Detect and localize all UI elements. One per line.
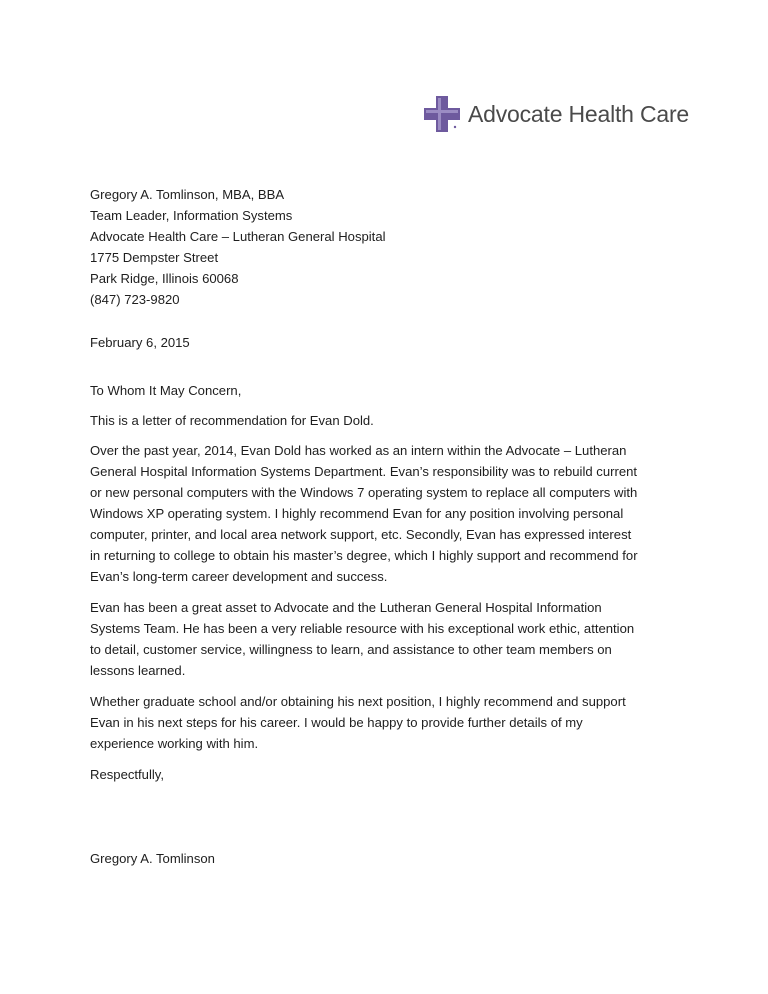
cross-icon [424, 96, 460, 132]
paragraph-line: lessons learned. [90, 663, 186, 678]
paragraph-1 [90, 440, 682, 587]
letter-date-block [90, 332, 682, 353]
paragraph-3 [90, 691, 682, 754]
sender-city-state-zip: Park Ridge, Illinois 60068 [90, 271, 239, 286]
letter-body [90, 184, 682, 869]
closing: Respectfully, [90, 767, 164, 782]
paragraph-line: Systems Team. He has been a very reliable resource with his exceptional work ethic, attention [90, 621, 635, 636]
paragraph-line: experience working with him. [90, 736, 259, 751]
paragraph-line: in returning to college to obtain his master’s degree, which I highly support and recommend for [90, 548, 638, 563]
sender-title: Team Leader, Information Systems [90, 208, 293, 223]
paragraph-line: to detail, customer service, willingness to learn, and assistance to other team members on [90, 642, 612, 657]
paragraph-line: General Hospital Information Systems Department. Evan’s responsibility was to rebuild current [90, 464, 638, 479]
paragraph-line: or new personal computers with the Windows 7 operating system to replace all computers with [90, 485, 638, 500]
signature-block [90, 848, 682, 869]
sender-phone: (847) 723-9820 [90, 292, 180, 307]
greeting: To Whom It May Concern, [90, 383, 242, 398]
intro-paragraph [90, 410, 682, 431]
letter-date: February 6, 2015 [90, 335, 190, 350]
signature-name: Gregory A. Tomlinson [90, 851, 215, 866]
sender-address-block [90, 184, 682, 310]
sender-organization: Advocate Health Care – Lutheran General Hospital [90, 229, 386, 244]
paragraph-line: computer, printer, and local area network support, etc. Secondly, Evan has expressed interest [90, 527, 632, 542]
closing-block [90, 764, 682, 785]
paragraph-line: Evan has been a great asset to Advocate and the Lutheran General Hospital Information [90, 600, 602, 615]
paragraph-2 [90, 597, 682, 681]
paragraph-line: Over the past year, 2014, Evan Dold has worked as an intern within the Advocate – Lutheran [90, 443, 627, 458]
paragraph-line: Windows XP operating system. I highly recommend Evan for any position involving personal [90, 506, 624, 521]
sender-street: 1775 Dempster Street [90, 250, 219, 265]
greeting-block [90, 380, 682, 401]
logo-wordmark: Advocate Health Care [468, 100, 690, 127]
paragraph-line: Evan in his next steps for his career. I would be happy to provide further details of my [90, 715, 583, 730]
advocate-logo [424, 96, 689, 132]
paragraph-line: Evan’s long-term career development and success. [90, 569, 388, 584]
intro-line: This is a letter of recommendation for Evan Dold. [90, 413, 374, 428]
sender-name: Gregory A. Tomlinson, MBA, BBA [90, 187, 285, 202]
paragraph-line: Whether graduate school and/or obtaining his next position, I highly recommend and support [90, 694, 626, 709]
